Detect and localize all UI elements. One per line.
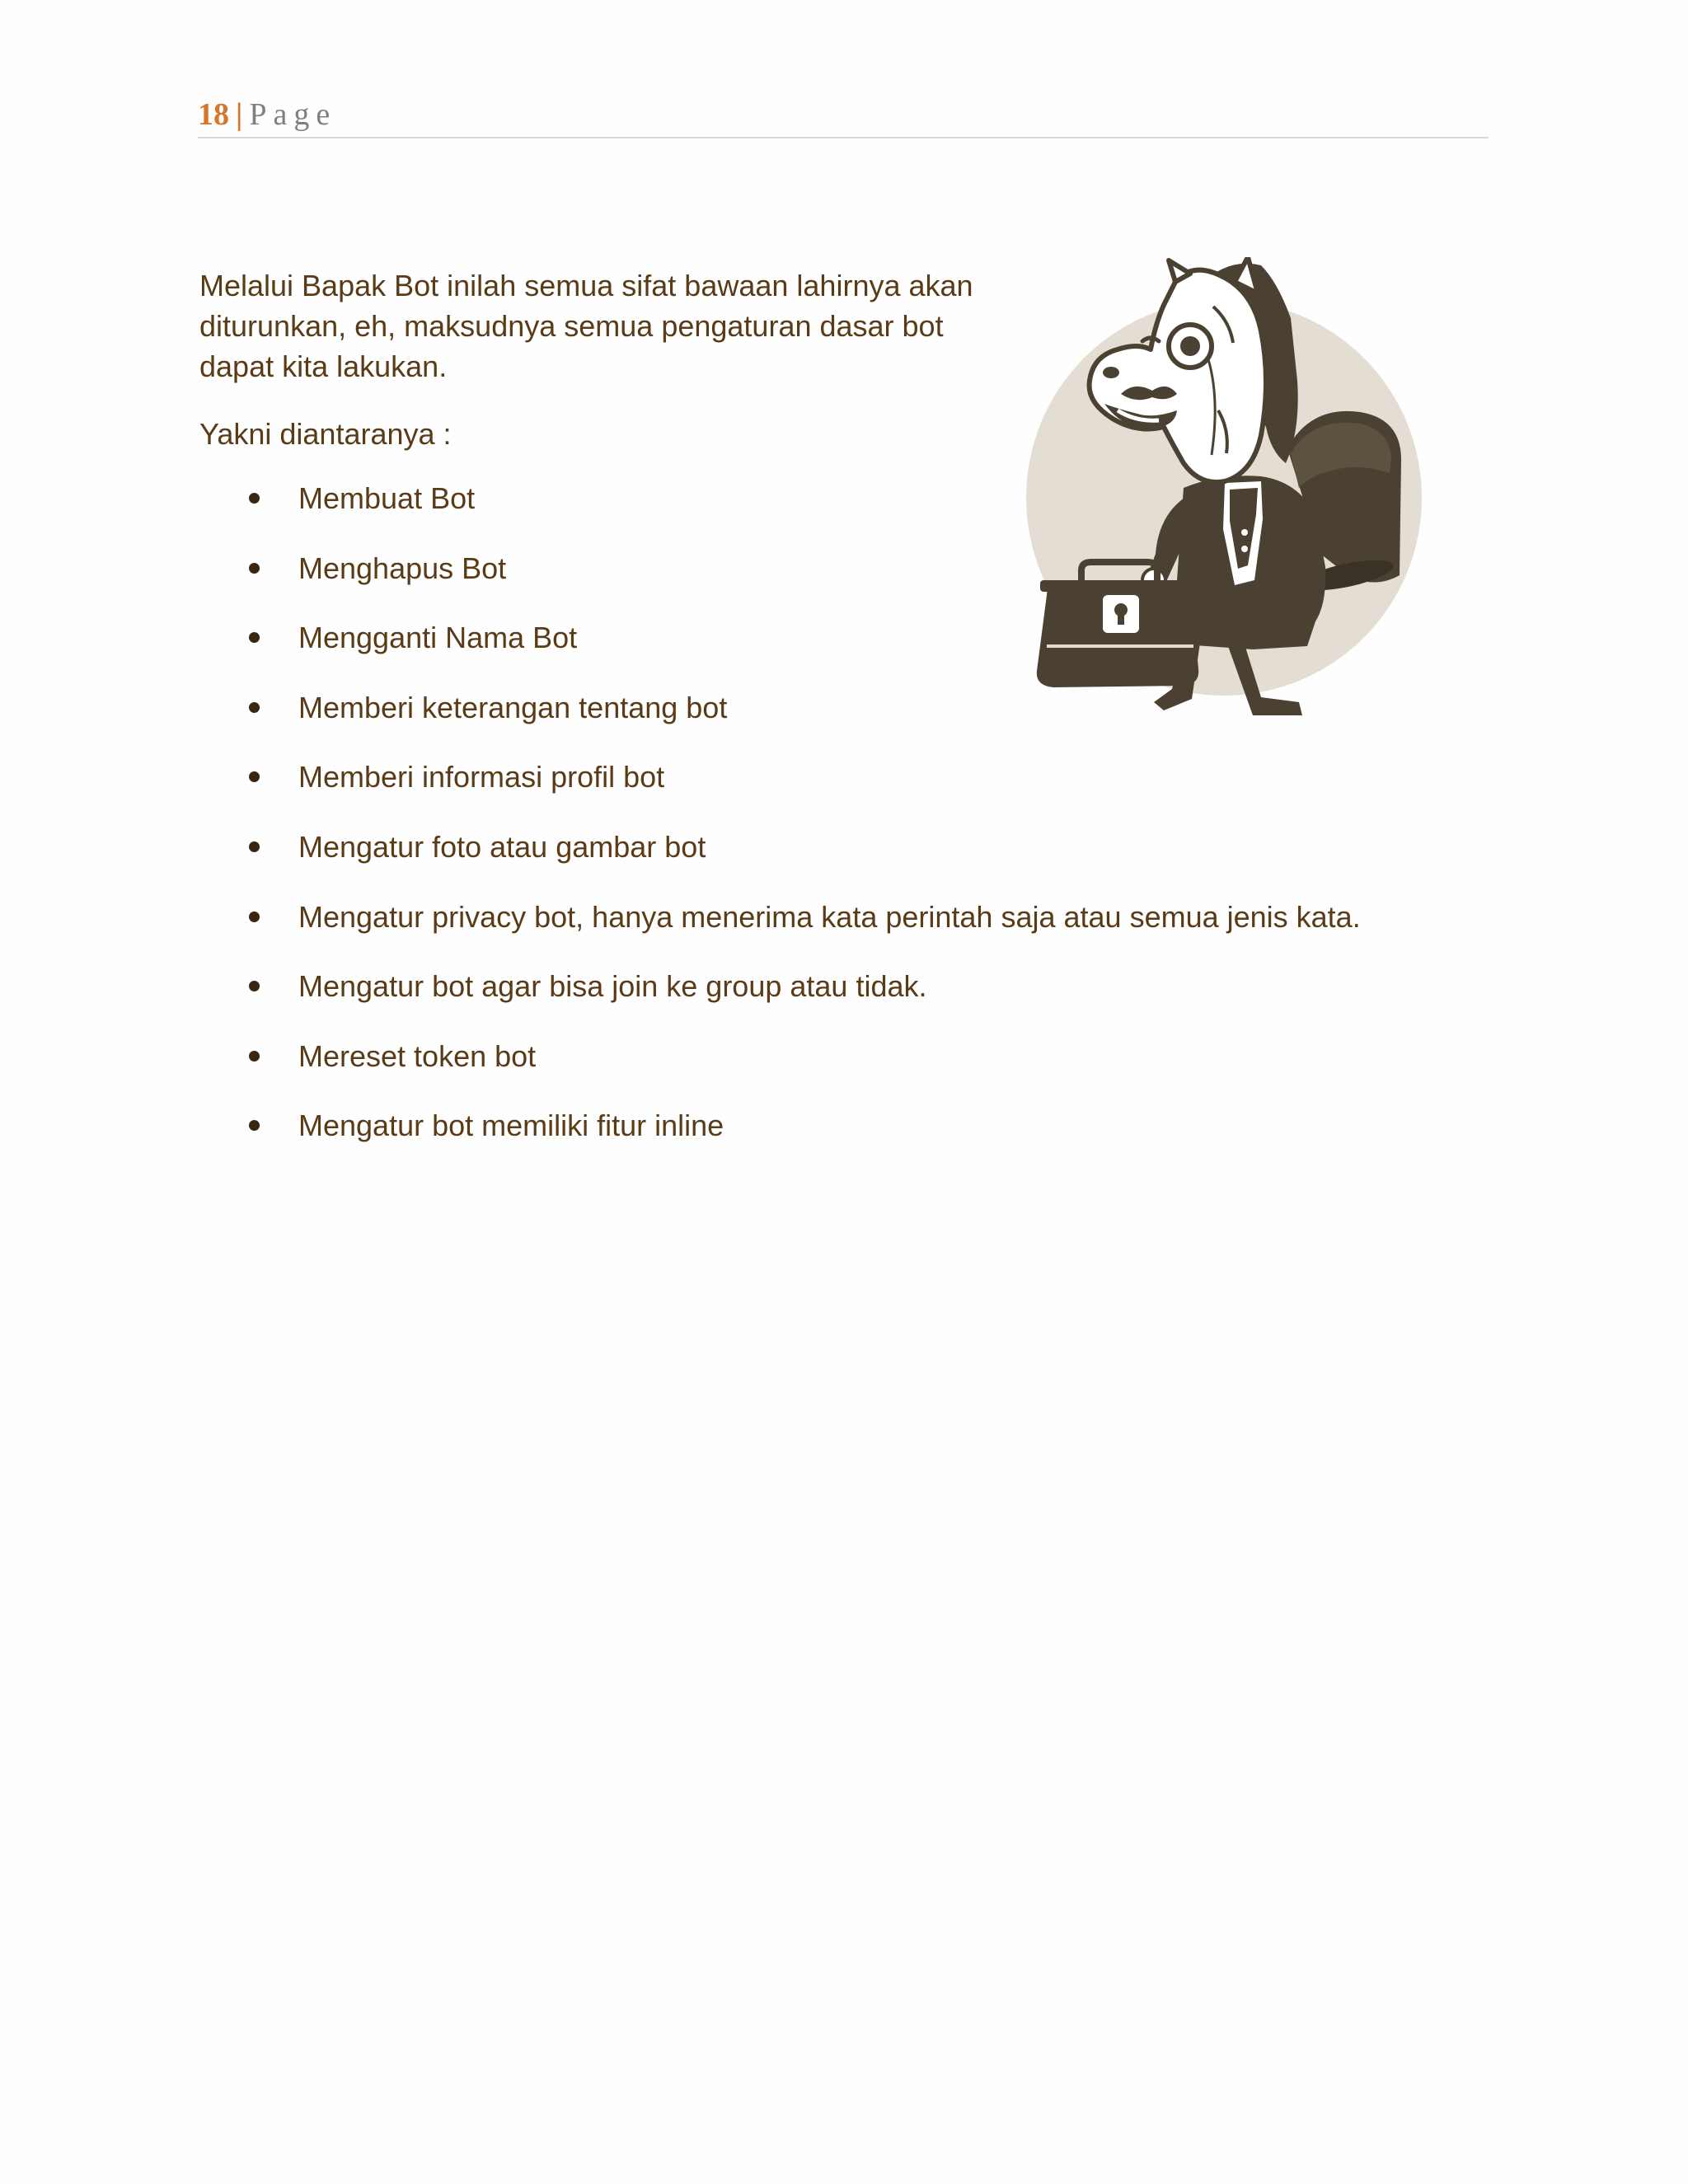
briefcase-icon — [1037, 562, 1198, 687]
list-item-text: Mengganti Nama Bot — [298, 621, 578, 655]
bullet-icon — [249, 981, 260, 991]
list-item-text: Memberi informasi profil bot — [298, 760, 665, 794]
list-item-text: Mengatur foto atau gambar bot — [298, 829, 706, 864]
list-item-text: Memberi keterangan tentang bot — [298, 690, 728, 724]
page-label: Page — [249, 97, 337, 132]
bullet-icon — [249, 841, 260, 852]
list-item — [199, 966, 1485, 1036]
list-item — [199, 1036, 1485, 1106]
list-item — [199, 827, 1485, 897]
list-item-text: Mengatur bot agar bisa join ke group atau tidak. — [298, 969, 927, 1004]
bullet-icon — [249, 1051, 260, 1062]
botfather-mascot-icon — [1014, 257, 1426, 727]
list-item-text: Mengatur privacy bot, hanya menerima kata perintah saja atau semua jenis kata. — [298, 899, 1361, 934]
bullet-icon — [249, 493, 260, 504]
bullet-icon — [249, 563, 260, 574]
page-separator: | — [236, 97, 243, 132]
list-item — [199, 1105, 1485, 1175]
list-item-text: Mengatur bot memiliki fitur inline — [298, 1108, 724, 1143]
bullet-icon — [249, 912, 260, 922]
bullet-icon — [249, 1120, 260, 1131]
list-item-text: Menghapus Bot — [298, 551, 507, 585]
page-header — [198, 92, 1489, 138]
list-item-text: Membuat Bot — [298, 481, 476, 515]
intro-paragraph: Melalui Bapak Bot inilah semua sifat bawaan lahirnya akan diturunkan, eh, maksudnya semua pengaturan dasar bot dapat kita lakukan. — [199, 269, 973, 383]
page-number: 18 — [198, 97, 229, 132]
lead-paragraph: Yakni diantaranya : — [199, 417, 452, 451]
list-item-text: Mereset token bot — [298, 1038, 537, 1073]
list-item — [199, 897, 1485, 967]
bullet-icon — [249, 702, 260, 713]
bullet-icon — [249, 632, 260, 643]
bullet-icon — [249, 771, 260, 782]
list-item — [199, 757, 1485, 827]
